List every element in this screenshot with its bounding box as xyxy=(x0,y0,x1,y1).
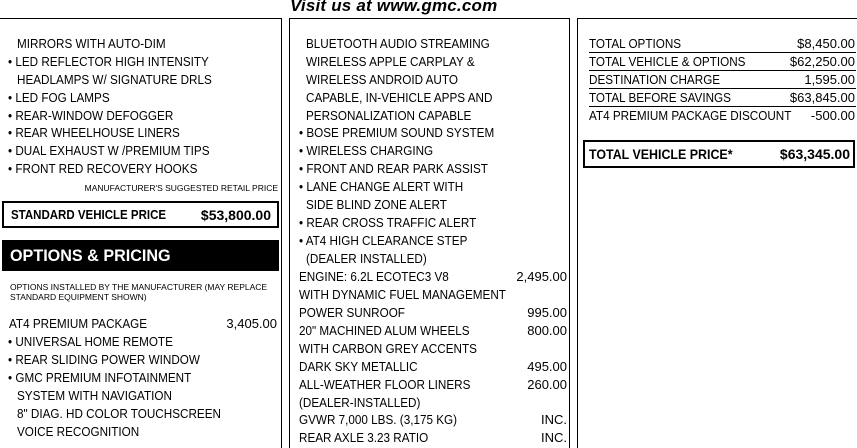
column-divider xyxy=(289,18,290,448)
package-line: SYSTEM WITH NAVIGATION xyxy=(17,388,172,403)
total-vehicle-price-value: $63,345.00 xyxy=(779,146,850,162)
total-options-value: $8,450.00 xyxy=(797,36,855,51)
website-banner: Visit us at www.gmc.com xyxy=(290,0,498,15)
column-divider xyxy=(569,18,570,448)
options-header-label: OPTIONS & PRICING xyxy=(10,245,171,265)
option-price: 2,495.00 xyxy=(516,269,567,284)
feature-line: WIRELESS ANDROID AUTO xyxy=(306,72,458,87)
option-price: INC. xyxy=(541,412,567,427)
feature-line: • AT4 HIGH CLEARANCE STEP xyxy=(299,233,468,248)
package-price: 3,405.00 xyxy=(226,316,277,331)
feature-line: BLUETOOTH AUDIO STREAMING xyxy=(306,36,490,51)
standard-price-box xyxy=(2,201,279,228)
feature-line: • DUAL EXHAUST W /PREMIUM TIPS xyxy=(8,143,210,158)
standard-price-value: $53,800.00 xyxy=(200,206,271,223)
standard-price-label: STANDARD VEHICLE PRICE xyxy=(11,207,167,222)
package-line: • REAR SLIDING POWER WINDOW xyxy=(8,352,200,367)
option-label: REAR AXLE 3.23 RATIO xyxy=(299,430,429,445)
option-price: 495.00 xyxy=(527,359,567,374)
column-divider xyxy=(281,18,282,448)
option-price: 260.00 xyxy=(527,377,567,392)
package-label: AT4 PREMIUM PACKAGE xyxy=(9,316,148,331)
feature-line: • FRONT AND REAR PARK ASSIST xyxy=(299,161,488,176)
options-note: OPTIONS INSTALLED BY THE MANUFACTURER (MAY REPLACE STANDARD EQUIPMENT SHOWN) xyxy=(10,282,268,302)
feature-line: (DEALER INSTALLED) xyxy=(306,251,427,266)
feature-line: SIDE BLIND ZONE ALERT xyxy=(306,197,447,212)
package-line: • GMC PREMIUM INFOTAINMENT xyxy=(8,370,192,385)
option-price: 800.00 xyxy=(527,323,567,338)
package-line: 8" DIAG. HD COLOR TOUCHSCREEN xyxy=(17,406,221,421)
destination-charge-label: DESTINATION CHARGE xyxy=(589,72,721,87)
total-before-savings-value: $63,845.00 xyxy=(789,90,855,105)
column-divider xyxy=(577,18,578,448)
feature-line: PERSONALIZATION CAPABLE xyxy=(306,108,472,123)
top-rule xyxy=(577,18,857,19)
option-label: ENGINE: 6.2L ECOTEC3 V8 xyxy=(299,269,449,284)
option-price: INC. xyxy=(541,430,567,445)
option-label: GVWR 7,000 LBS. (3,175 KG) xyxy=(299,412,458,427)
feature-line: • FRONT RED RECOVERY HOOKS xyxy=(8,161,198,176)
package-discount-value: -500.00 xyxy=(810,108,855,123)
option-label: POWER SUNROOF xyxy=(299,305,405,320)
total-vehicle-options-label: TOTAL VEHICLE & OPTIONS xyxy=(589,54,746,69)
option-label: (DEALER-INSTALLED) xyxy=(299,395,421,410)
total-before-savings-label: TOTAL BEFORE SAVINGS xyxy=(589,90,731,105)
feature-line: • REAR-WINDOW DEFOGGER xyxy=(8,108,174,123)
package-line: VOICE RECOGNITION xyxy=(17,424,140,439)
total-vehicle-options-value: $62,250.00 xyxy=(789,54,855,69)
total-vehicle-price-box xyxy=(583,140,855,168)
package-line: • UNIVERSAL HOME REMOTE xyxy=(8,334,173,349)
option-label: 20" MACHINED ALUM WHEELS xyxy=(299,323,470,338)
option-label: DARK SKY METALLIC xyxy=(299,359,418,374)
feature-line: WIRELESS APPLE CARPLAY & xyxy=(306,54,475,69)
total-options-label: TOTAL OPTIONS xyxy=(589,36,682,51)
feature-line: • WIRELESS CHARGING xyxy=(299,143,434,158)
feature-line: • REAR CROSS TRAFFIC ALERT xyxy=(299,215,477,230)
feature-line: • LANE CHANGE ALERT WITH xyxy=(299,179,464,194)
options-header xyxy=(2,240,279,271)
package-discount-label: AT4 PREMIUM PACKAGE DISCOUNT xyxy=(589,108,792,123)
option-price: 995.00 xyxy=(527,305,567,320)
feature-line: MIRRORS WITH AUTO-DIM xyxy=(17,36,166,51)
option-label: ALL-WEATHER FLOOR LINERS xyxy=(299,377,471,392)
feature-line: • LED REFLECTOR HIGH INTENSITY xyxy=(8,54,209,69)
msrp-note: MANUFACTURER'S SUGGESTED RETAIL PRICE xyxy=(84,183,278,193)
top-rule xyxy=(0,18,282,19)
option-label: WITH DYNAMIC FUEL MANAGEMENT xyxy=(299,287,506,302)
option-label: WITH CARBON GREY ACCENTS xyxy=(299,341,477,356)
feature-line: • BOSE PREMIUM SOUND SYSTEM xyxy=(299,125,495,140)
feature-line: • LED FOG LAMPS xyxy=(8,90,110,105)
top-rule xyxy=(289,18,570,19)
feature-line: CAPABLE, IN-VEHICLE APPS AND xyxy=(306,90,493,105)
feature-line: • REAR WHEELHOUSE LINERS xyxy=(8,125,180,140)
total-vehicle-price-label: TOTAL VEHICLE PRICE* xyxy=(589,146,733,162)
destination-charge-value: 1,595.00 xyxy=(804,72,855,87)
feature-line: HEADLAMPS W/ SIGNATURE DRLS xyxy=(17,72,212,87)
